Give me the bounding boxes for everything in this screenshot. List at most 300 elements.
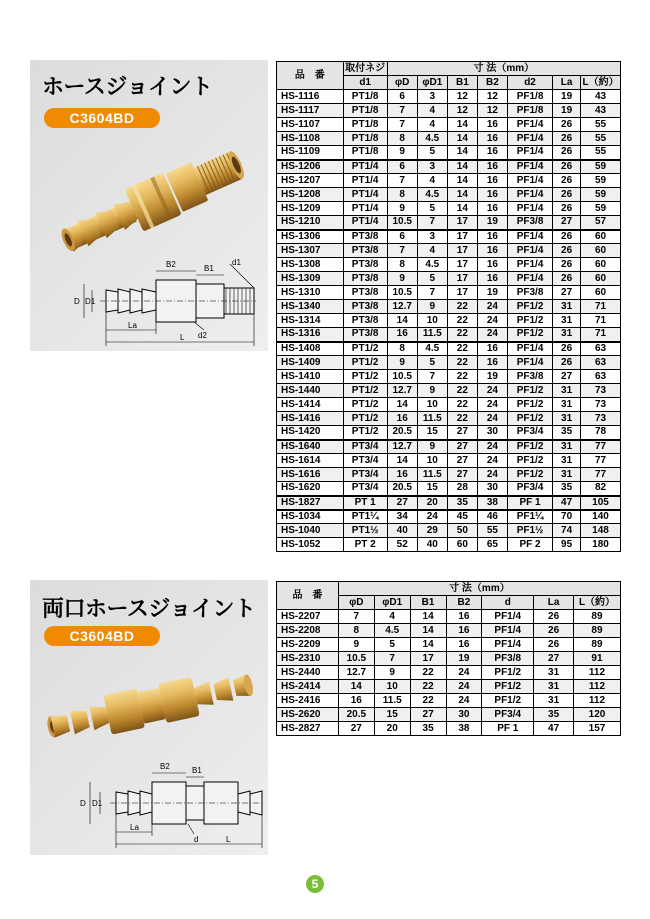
value-cell: 19 <box>553 104 581 118</box>
value-cell: 12 <box>477 90 507 104</box>
table-row <box>277 230 621 244</box>
value-cell: 71 <box>581 300 621 314</box>
value-cell: 10 <box>417 314 447 328</box>
table-row <box>277 244 621 258</box>
value-cell: PF 1 <box>507 496 552 510</box>
value-cell: 27 <box>447 454 477 468</box>
table-row <box>277 188 621 202</box>
value-cell: 26 <box>553 356 581 370</box>
value-cell: PF1/2 <box>507 468 552 482</box>
value-cell: 24 <box>477 440 507 454</box>
table-row <box>277 132 621 146</box>
value-cell: 29 <box>417 524 447 538</box>
table-row <box>277 412 621 426</box>
value-cell: 9 <box>387 272 417 286</box>
model-cell: HS-2310 <box>277 652 339 666</box>
value-cell: 7 <box>417 370 447 384</box>
value-cell: PF1½ <box>507 524 552 538</box>
value-cell: PF1/2 <box>482 666 534 680</box>
label-d1: d1 <box>232 258 241 267</box>
value-cell: 22 <box>447 314 477 328</box>
header-dimensions: 寸 法（mm） <box>387 62 620 76</box>
value-cell: 35 <box>447 496 477 510</box>
model-cell: HS-1117 <box>277 104 344 118</box>
value-cell: 16 <box>477 160 507 174</box>
value-cell: PT3/4 <box>343 440 387 454</box>
value-cell: 16 <box>477 132 507 146</box>
value-cell: 26 <box>553 188 581 202</box>
value-cell: 30 <box>446 708 482 722</box>
model-cell: HS-1414 <box>277 398 344 412</box>
value-cell: 11.5 <box>417 468 447 482</box>
value-cell: 15 <box>417 426 447 440</box>
hose-joint-title: ホースジョイント <box>42 75 213 100</box>
value-cell: 55 <box>581 146 621 160</box>
value-cell: 5 <box>417 202 447 216</box>
value-cell: 7 <box>374 652 410 666</box>
value-cell: PF1/4 <box>507 244 552 258</box>
value-cell: 148 <box>581 524 621 538</box>
value-cell: 9 <box>417 300 447 314</box>
value-cell: 24 <box>477 328 507 342</box>
header-b2: B2 <box>477 76 507 90</box>
value-cell: 7 <box>338 610 374 624</box>
value-cell: 47 <box>534 722 574 736</box>
table-row <box>277 666 621 680</box>
value-cell: 19 <box>553 90 581 104</box>
double-hose-joint-diagram <box>76 760 266 852</box>
material-badge: C3604BD <box>44 626 160 646</box>
value-cell: 31 <box>553 412 581 426</box>
value-cell: 26 <box>534 638 574 652</box>
value-cell: 19 <box>477 216 507 230</box>
value-cell: 9 <box>417 440 447 454</box>
value-cell: PF1/4 <box>507 230 552 244</box>
value-cell: 7 <box>417 286 447 300</box>
value-cell: 30 <box>477 482 507 496</box>
value-cell: 14 <box>447 146 477 160</box>
value-cell: PF1/4 <box>482 638 534 652</box>
model-cell: HS-1310 <box>277 286 344 300</box>
value-cell: 7 <box>387 244 417 258</box>
value-cell: PF1/2 <box>507 412 552 426</box>
value-cell: 7 <box>417 216 447 230</box>
value-cell: PT1/4 <box>343 174 387 188</box>
value-cell: 26 <box>534 624 574 638</box>
value-cell: 27 <box>338 722 374 736</box>
value-cell: 16 <box>477 272 507 286</box>
table-row <box>277 440 621 454</box>
value-cell: 112 <box>573 666 620 680</box>
value-cell: 26 <box>534 610 574 624</box>
model-cell: HS-1409 <box>277 356 344 370</box>
value-cell: 14 <box>447 188 477 202</box>
value-cell: PT3/4 <box>343 482 387 496</box>
header-d: d <box>482 596 534 610</box>
value-cell: PF1/2 <box>507 440 552 454</box>
model-cell: HS-1640 <box>277 440 344 454</box>
model-cell: HS-2414 <box>277 680 339 694</box>
value-cell: 26 <box>553 132 581 146</box>
value-cell: 14 <box>410 624 446 638</box>
value-cell: 180 <box>581 538 621 552</box>
table-row <box>277 272 621 286</box>
material-badge: C3604BD <box>44 108 160 128</box>
value-cell: 31 <box>553 384 581 398</box>
header-dimensions: 寸 法（mm） <box>338 582 620 596</box>
value-cell: 55 <box>477 524 507 538</box>
value-cell: 12 <box>477 104 507 118</box>
table-row <box>277 146 621 160</box>
hose-joint-photo <box>40 142 262 262</box>
value-cell: 59 <box>581 174 621 188</box>
value-cell: 40 <box>417 538 447 552</box>
value-cell: 27 <box>553 286 581 300</box>
value-cell: 24 <box>477 398 507 412</box>
value-cell: PF1/4 <box>507 356 552 370</box>
value-cell: 22 <box>447 412 477 426</box>
label-D1: D1 <box>92 799 103 808</box>
value-cell: PF1/4 <box>507 174 552 188</box>
value-cell: 27 <box>447 440 477 454</box>
header-thread: 取付ネジ <box>343 62 387 76</box>
value-cell: PT1/8 <box>343 90 387 104</box>
value-cell: 63 <box>581 356 621 370</box>
value-cell: 60 <box>581 230 621 244</box>
value-cell: 4 <box>417 118 447 132</box>
table-row <box>277 652 621 666</box>
table-row <box>277 708 621 722</box>
model-cell: HS-2620 <box>277 708 339 722</box>
value-cell: 22 <box>447 342 477 356</box>
model-cell: HS-1034 <box>277 510 344 524</box>
header-model: 品 番 <box>277 582 339 610</box>
value-cell: 112 <box>573 694 620 708</box>
model-cell: HS-1420 <box>277 426 344 440</box>
value-cell: 12.7 <box>338 666 374 680</box>
value-cell: 22 <box>447 370 477 384</box>
value-cell: 60 <box>581 258 621 272</box>
value-cell: 59 <box>581 160 621 174</box>
value-cell: 10 <box>417 398 447 412</box>
value-cell: PT3/8 <box>343 230 387 244</box>
value-cell: PT3/4 <box>343 454 387 468</box>
value-cell: PF1/4 <box>507 146 552 160</box>
value-cell: 14 <box>447 202 477 216</box>
value-cell: PT 1 <box>343 496 387 510</box>
value-cell: 16 <box>477 356 507 370</box>
value-cell: 14 <box>387 454 417 468</box>
value-cell: 77 <box>581 468 621 482</box>
value-cell: 31 <box>553 440 581 454</box>
label-b2: B2 <box>160 762 170 771</box>
model-cell: HS-1620 <box>277 482 344 496</box>
value-cell: PT1¼ <box>343 510 387 524</box>
value-cell: 17 <box>447 258 477 272</box>
value-cell: 27 <box>410 708 446 722</box>
header-b1: B1 <box>410 596 446 610</box>
header-la: La <box>553 76 581 90</box>
value-cell: 3 <box>417 230 447 244</box>
value-cell: 16 <box>446 610 482 624</box>
value-cell: 16 <box>477 244 507 258</box>
value-cell: 14 <box>410 638 446 652</box>
model-cell: HS-1307 <box>277 244 344 258</box>
value-cell: 4 <box>417 104 447 118</box>
value-cell: 40 <box>387 524 417 538</box>
value-cell: PF1/4 <box>482 610 534 624</box>
model-cell: HS-1208 <box>277 188 344 202</box>
value-cell: 26 <box>553 244 581 258</box>
value-cell: 27 <box>447 426 477 440</box>
value-cell: 10 <box>374 680 410 694</box>
header-l: L（約） <box>573 596 620 610</box>
value-cell: 89 <box>573 624 620 638</box>
value-cell: 12.7 <box>387 384 417 398</box>
value-cell: 9 <box>387 356 417 370</box>
value-cell: 78 <box>581 426 621 440</box>
model-cell: HS-1614 <box>277 454 344 468</box>
table-row <box>277 496 621 510</box>
value-cell: PF3/4 <box>507 426 552 440</box>
value-cell: 31 <box>553 454 581 468</box>
value-cell: 10.5 <box>387 370 417 384</box>
value-cell: PT3/8 <box>343 258 387 272</box>
model-cell: HS-1309 <box>277 272 344 286</box>
value-cell: 24 <box>477 454 507 468</box>
value-cell: 59 <box>581 188 621 202</box>
value-cell: PF1/2 <box>507 454 552 468</box>
value-cell: 60 <box>581 272 621 286</box>
value-cell: 65 <box>477 538 507 552</box>
value-cell: 26 <box>553 146 581 160</box>
value-cell: 50 <box>447 524 477 538</box>
value-cell: 16 <box>477 258 507 272</box>
value-cell: 9 <box>387 146 417 160</box>
value-cell: 16 <box>387 412 417 426</box>
value-cell: 31 <box>553 300 581 314</box>
value-cell: 63 <box>581 342 621 356</box>
table-row <box>277 300 621 314</box>
hose-joint-rows <box>277 90 621 552</box>
value-cell: 6 <box>387 90 417 104</box>
table-row <box>277 398 621 412</box>
value-cell: 6 <box>387 160 417 174</box>
value-cell: 55 <box>581 118 621 132</box>
value-cell: 120 <box>573 708 620 722</box>
model-cell: HS-1410 <box>277 370 344 384</box>
double-hose-joint-title: 両口ホースジョイント <box>42 597 256 622</box>
value-cell: 17 <box>447 286 477 300</box>
value-cell: 17 <box>447 272 477 286</box>
table-row <box>277 722 621 736</box>
value-cell: 71 <box>581 328 621 342</box>
value-cell: 35 <box>410 722 446 736</box>
value-cell: PT1/8 <box>343 132 387 146</box>
model-cell: HS-1116 <box>277 90 344 104</box>
table-row <box>277 90 621 104</box>
value-cell: 9 <box>374 666 410 680</box>
value-cell: 3 <box>417 90 447 104</box>
value-cell: 17 <box>447 216 477 230</box>
value-cell: 31 <box>553 398 581 412</box>
label-La: La <box>128 321 137 330</box>
double-hose-joint-spec-table <box>276 581 621 736</box>
value-cell: 31 <box>534 680 574 694</box>
model-cell: HS-1040 <box>277 524 344 538</box>
value-cell: 19 <box>446 652 482 666</box>
value-cell: 16 <box>338 694 374 708</box>
header-l: L（約） <box>582 76 619 88</box>
label-b2: B2 <box>166 260 176 269</box>
value-cell: 105 <box>581 496 621 510</box>
value-cell: 8 <box>387 258 417 272</box>
value-cell: 16 <box>477 118 507 132</box>
value-cell: 34 <box>387 510 417 524</box>
value-cell: 60 <box>581 244 621 258</box>
value-cell: PF 2 <box>507 538 552 552</box>
value-cell: 74 <box>553 524 581 538</box>
value-cell: PT1/2 <box>343 426 387 440</box>
value-cell: 24 <box>417 510 447 524</box>
value-cell: 26 <box>553 160 581 174</box>
value-cell: 5 <box>374 638 410 652</box>
value-cell: PT1/2 <box>343 412 387 426</box>
value-cell: 11.5 <box>417 328 447 342</box>
value-cell: PF3/4 <box>507 482 552 496</box>
model-cell: HS-1108 <box>277 132 344 146</box>
value-cell: 20.5 <box>387 482 417 496</box>
label-D: D <box>74 297 80 306</box>
value-cell: 60 <box>581 286 621 300</box>
value-cell: 16 <box>477 230 507 244</box>
model-cell: HS-1210 <box>277 216 344 230</box>
table-row <box>277 160 621 174</box>
table-row <box>277 356 621 370</box>
value-cell: 10.5 <box>387 216 417 230</box>
model-cell: HS-2440 <box>277 666 339 680</box>
value-cell: PT3/8 <box>343 328 387 342</box>
value-cell: PT3/8 <box>343 272 387 286</box>
model-cell: HS-1314 <box>277 314 344 328</box>
header-phi-d1: φD1 <box>374 596 410 610</box>
value-cell: 140 <box>581 510 621 524</box>
header-phi-d: φD <box>338 596 374 610</box>
model-cell: HS-1408 <box>277 342 344 356</box>
value-cell: 16 <box>477 342 507 356</box>
value-cell: 22 <box>447 356 477 370</box>
value-cell: 7 <box>387 104 417 118</box>
value-cell: 14 <box>387 314 417 328</box>
value-cell: PF3/4 <box>482 708 534 722</box>
value-cell: 4.5 <box>374 624 410 638</box>
value-cell: PF1/4 <box>507 132 552 146</box>
value-cell: 9 <box>338 638 374 652</box>
value-cell: 22 <box>447 300 477 314</box>
table-row <box>277 510 621 524</box>
value-cell: 24 <box>477 468 507 482</box>
model-cell: HS-1308 <box>277 258 344 272</box>
value-cell: PT3/4 <box>343 468 387 482</box>
value-cell: 31 <box>553 314 581 328</box>
value-cell: 24 <box>477 300 507 314</box>
model-cell: HS-2827 <box>277 722 339 736</box>
value-cell: 4 <box>374 610 410 624</box>
value-cell: 16 <box>387 328 417 342</box>
table-row <box>277 384 621 398</box>
value-cell: 71 <box>581 314 621 328</box>
value-cell: 28 <box>447 482 477 496</box>
value-cell: PF1/2 <box>507 384 552 398</box>
value-cell: 31 <box>553 328 581 342</box>
value-cell: 5 <box>417 272 447 286</box>
value-cell: 8 <box>387 188 417 202</box>
value-cell: 27 <box>553 370 581 384</box>
page-number: 5 <box>306 875 324 893</box>
label-D1: D1 <box>85 297 96 306</box>
value-cell: 10 <box>417 454 447 468</box>
value-cell: 6 <box>387 230 417 244</box>
value-cell: 4.5 <box>417 342 447 356</box>
value-cell: 16 <box>446 638 482 652</box>
table-row <box>277 426 621 440</box>
model-cell: HS-1109 <box>277 146 344 160</box>
value-cell: PF1/4 <box>507 258 552 272</box>
header-d1: d1 <box>343 76 387 90</box>
model-cell: HS-1416 <box>277 412 344 426</box>
value-cell: 20 <box>374 722 410 736</box>
value-cell: 91 <box>573 652 620 666</box>
value-cell: PF1/4 <box>507 160 552 174</box>
table-row <box>277 538 621 552</box>
value-cell: PT1/2 <box>343 342 387 356</box>
value-cell: 60 <box>447 538 477 552</box>
value-cell: 35 <box>534 708 574 722</box>
value-cell: 11.5 <box>374 694 410 708</box>
value-cell: 20.5 <box>387 426 417 440</box>
value-cell: 4.5 <box>417 188 447 202</box>
value-cell: 30 <box>477 426 507 440</box>
model-cell: HS-1107 <box>277 118 344 132</box>
model-cell: HS-1616 <box>277 468 344 482</box>
value-cell: 20 <box>417 496 447 510</box>
value-cell: 24 <box>446 666 482 680</box>
value-cell: 77 <box>581 454 621 468</box>
model-cell: HS-1827 <box>277 496 344 510</box>
value-cell: 4.5 <box>417 132 447 146</box>
hose-joint-spec-table <box>276 61 621 552</box>
value-cell: 24 <box>446 680 482 694</box>
table-row <box>277 202 621 216</box>
value-cell: 17 <box>410 652 446 666</box>
value-cell: 35 <box>553 482 581 496</box>
value-cell: 17 <box>447 230 477 244</box>
table-row <box>277 258 621 272</box>
value-cell: 16 <box>477 174 507 188</box>
value-cell: PF3/8 <box>507 286 552 300</box>
value-cell: 7 <box>387 118 417 132</box>
model-cell: HS-1306 <box>277 230 344 244</box>
value-cell: 14 <box>447 174 477 188</box>
label-b1: B1 <box>192 766 202 775</box>
value-cell: 24 <box>477 412 507 426</box>
model-cell: HS-2209 <box>277 638 339 652</box>
value-cell: PF1/4 <box>507 342 552 356</box>
table-row <box>277 286 621 300</box>
value-cell: PF1¼ <box>507 510 552 524</box>
value-cell: PF1/4 <box>507 272 552 286</box>
value-cell: 46 <box>477 510 507 524</box>
